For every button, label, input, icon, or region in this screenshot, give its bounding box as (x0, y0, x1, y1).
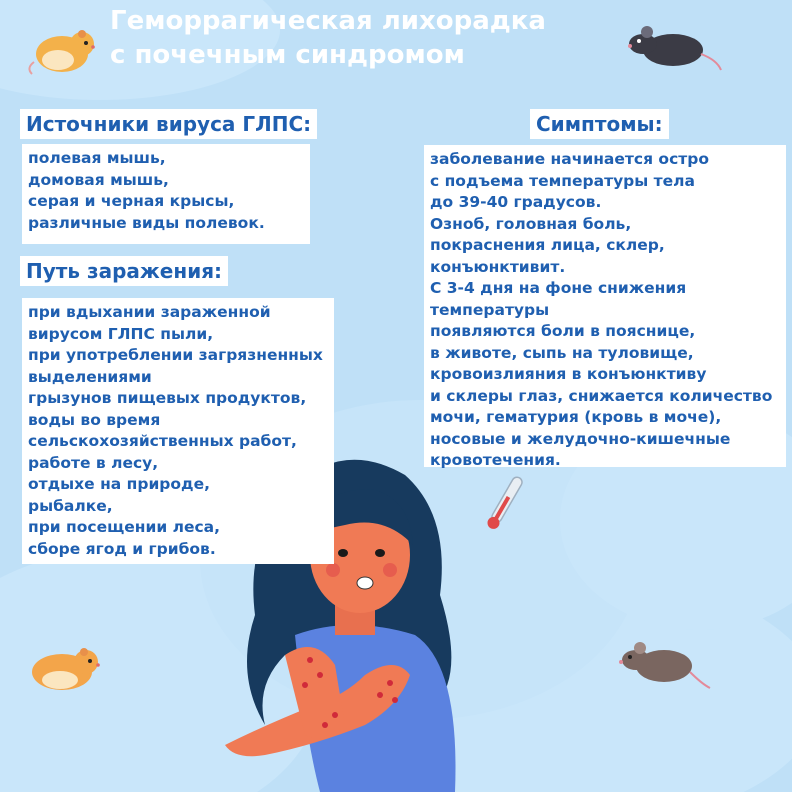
symptoms-list (424, 145, 786, 467)
list-item: с подъема температуры тела (430, 171, 695, 190)
list-item: воды во время (28, 410, 161, 429)
thermometer-icon (480, 470, 530, 536)
symptoms-heading: Симптомы: (530, 109, 669, 139)
hamster-icon (26, 18, 100, 78)
list-item: покраснения лица, склер, (430, 236, 665, 254)
list-item: вирусом ГЛПС пыли, (28, 324, 214, 343)
list-item: при вдыхании зараженной (28, 303, 271, 321)
list-item: в животе, сыпь на туловище, (430, 343, 694, 362)
list-item: при посещении леса, (28, 518, 220, 536)
list-item: сборе ягод и грибов. (28, 539, 216, 558)
list-item: заболевание начинается остро (430, 150, 709, 168)
list-item: носовые и желудочно-кишечные (430, 429, 731, 448)
infection-heading: Путь заражения: (20, 256, 228, 286)
list-item: конъюнктивит. (430, 257, 566, 276)
list-item: работе в лесу, (28, 453, 159, 472)
list-item: грызунов пищевых продуктов, (28, 389, 307, 407)
list-item: С 3-4 дня на фоне снижения (430, 279, 687, 297)
list-item: Озноб, головная боль, (430, 214, 632, 233)
sources-heading: Источники вируса ГЛПС: (20, 109, 317, 139)
list-item: появляются боли в пояснице, (430, 322, 696, 340)
list-item: до 39-40 градусов. (430, 193, 602, 211)
list-item: домовая мышь, (28, 170, 169, 189)
title-line-1: Геморрагическая лихорадка (110, 6, 546, 36)
page-title (110, 4, 546, 72)
hamster-icon (24, 640, 104, 696)
list-item: мочи, гематурия (кровь в моче), (430, 408, 722, 426)
list-item: при употреблении загрязненных (28, 346, 323, 364)
list-item: серая и черная крысы, (28, 192, 235, 210)
list-item: кровоизлияния в конъюнктиву (430, 365, 707, 383)
title-line-2: с почечным синдромом (110, 40, 465, 70)
list-item: полевая мышь, (28, 149, 166, 167)
sources-list (22, 144, 310, 244)
list-item: отдыхе на природе, (28, 475, 210, 493)
rat-icon (612, 636, 712, 696)
list-item: различные виды полевок. (28, 213, 265, 232)
list-item: и склеры глаз, снижается количество (430, 386, 773, 405)
list-item: рыбалке, (28, 496, 113, 515)
list-item: сельскохозяйственных работ, (28, 432, 297, 450)
infection-list (22, 298, 334, 564)
list-item: температуры (430, 300, 550, 319)
rat-icon (625, 20, 725, 76)
list-item: выделениями (28, 367, 152, 386)
list-item: кровотечения. (430, 451, 561, 469)
